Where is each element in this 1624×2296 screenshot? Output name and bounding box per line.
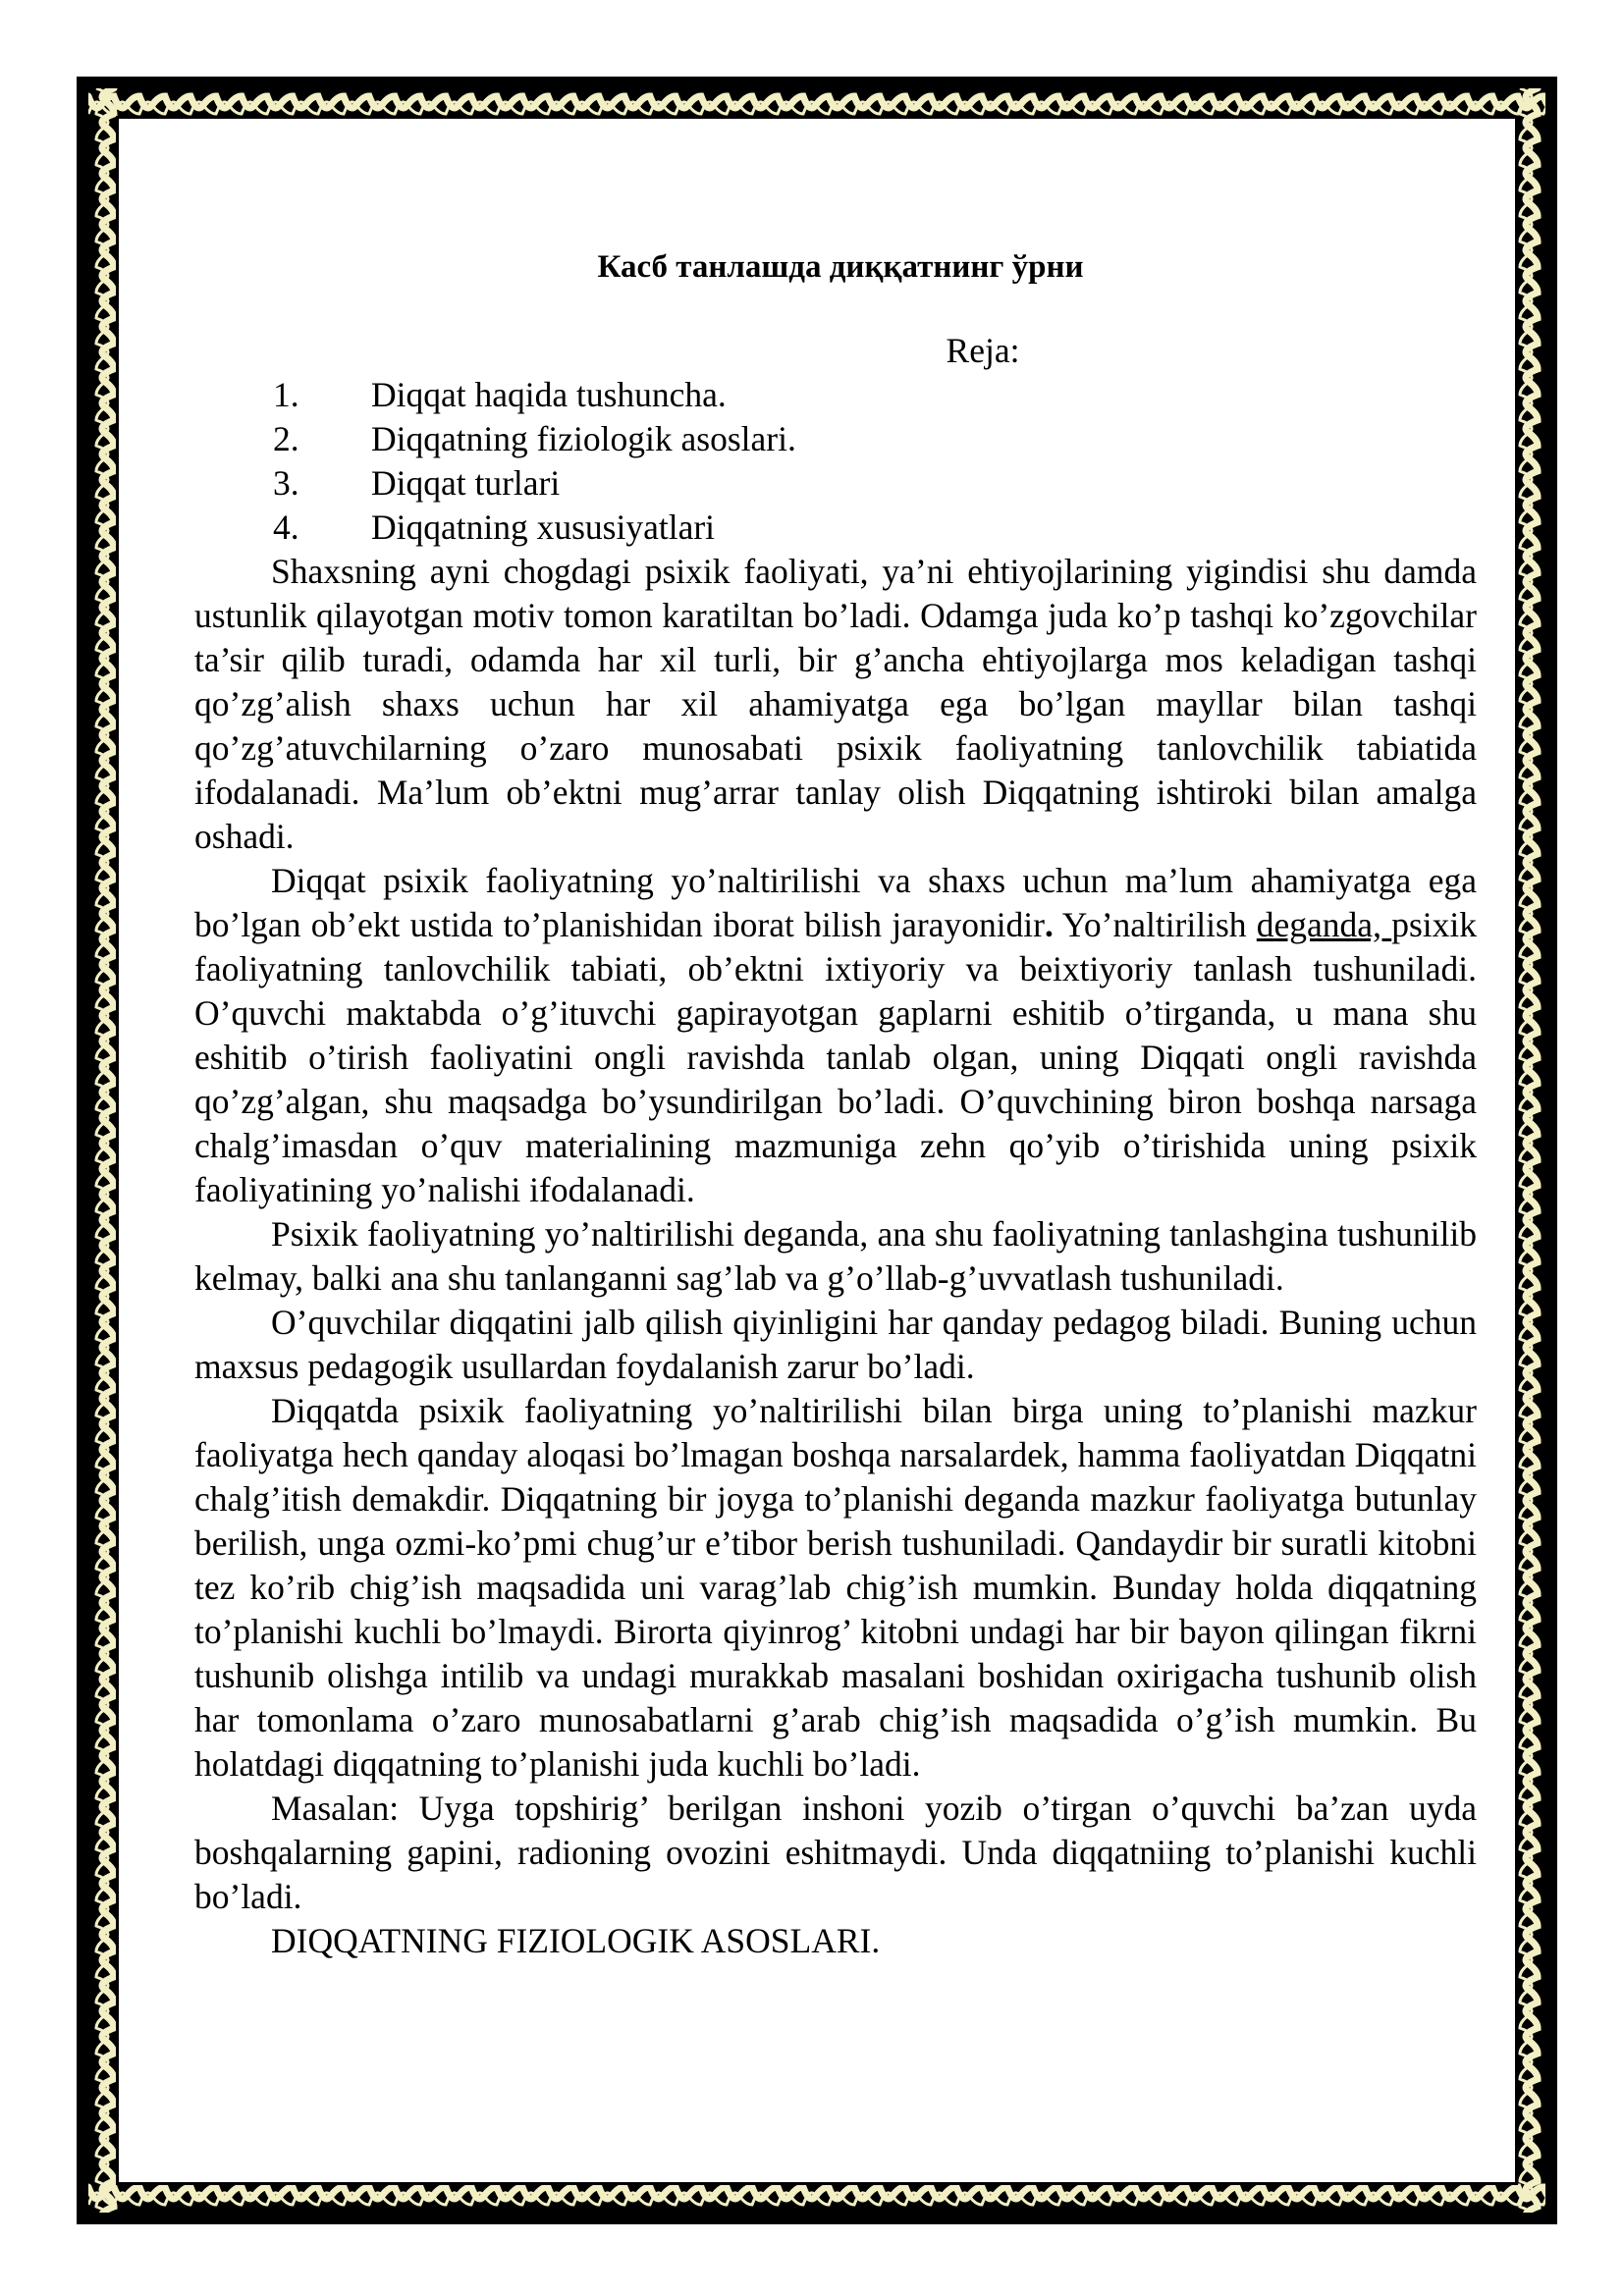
document-body	[194, 245, 1477, 1963]
plan-item-number: 2.	[273, 419, 299, 458]
plan-item-text: Diqqat haqida tushuncha.	[371, 375, 727, 414]
plan-item-number: 4.	[273, 507, 299, 547]
paragraph-3: Psixik faoliyatning yo’naltirilishi deganda, ana shu faoliyatning tanlashgina tushunilib kelmay, balki ana shu tanlanganni sag’lab va g’o’llab-g’uvvatlash tushuniladi.	[194, 1214, 1477, 1298]
plan-heading: Reja:	[946, 331, 1020, 370]
plan-item-number: 3.	[273, 463, 299, 503]
section-heading: DIQQATNING FIZIOLOGIK ASOSLARI.	[271, 1921, 881, 1960]
plan-item-number: 1.	[273, 375, 299, 414]
document-title: Касб танлашда диққатнинг ўрни	[597, 249, 1084, 285]
plan-item-text: Diqqatning fiziologik asoslari.	[371, 419, 796, 458]
paragraph-4: O’quvchilar diqqatini jalb qilish qiyinligini har qanday pedagog biladi. Buning uchun maxsus pedagogik usullardan foydalanish zarur bo’ladi.	[194, 1303, 1477, 1386]
paragraph-2-bold-dot: .	[1045, 905, 1054, 944]
paragraph-1: Shaxsning ayni chogdagi psixik faoliyati, ya’ni ehtiyojlarining yigindisi shu damda ustunlik qilayotgan motiv tomon karatiltan bo’ladi. Odamga juda ko’p tashqi ko’zgovchilar ta’sir qilib turadi, odamda har xil turli, bir g’ancha ehtiyojlarga mos keladigan tashqi qo’zg’alish shaxs uchun har xil ahamiyatga ega bo’lgan mayllar bilan tashqi qo’zg’atuvchilarning o’zaro munosabati psixik faoliyatning tanlovchilik tabiatida ifodalanadi. Ma’lum ob’ektni mug’arrar tanlay olish Diqqatning ishtiroki bilan amalga oshadi.	[194, 552, 1477, 856]
paragraph-2	[194, 859, 1477, 1212]
plan-item	[194, 506, 1477, 550]
plan-item	[194, 417, 1477, 461]
plan-item-text: Diqqatning xususiyatlari	[371, 507, 716, 547]
paragraph-2-underlined: deganda,	[1256, 905, 1392, 944]
paragraph-2-part3: psixik faoliyatning tanlovchilik tabiati, ob’ektni ixtiyoriy va beixtiyoriy tanlash tushuniladi. O’quvchi maktabda o’g’ituvchi gapirayotgan gaplarni eshitib o’tirganda, u mana shu eshitib o’tirish faoliyatini ongli ravishda tanlab olgan, uning Diqqati ongli ravishda qo’zg’algan, shu maqsadga bo’ysundirilgan bo’ladi. O’quvchining biron boshqa narsaga chalg’imasdan o’quv materialining mazmuniga zehn qo’yib o’tirishida uning psixik faoliyatining yo’nalishi ifodalanadi.	[194, 905, 1477, 1209]
paragraph-2-part2: Yo’naltirilish	[1053, 905, 1257, 944]
paragraph-5: Diqqatda psixik faoliyatning yo’naltirilishi bilan birga uning to’planishi mazkur faoliyatga hech qanday aloqasi bo’lmagan boshqa narsalardek, hamma faoliyatdan Diqqatni chalg’itish demakdir. Diqqatning bir joyga to’planishi deganda mazkur faoliyatga butunlay berilish, unga ozmi-ko’pmi chug’ur e’tibor berish tushuniladi. Qandaydir bir suratli kitobni tez ko’rib chig’ish maqsadida uni varag’lab chig’ish mumkin. Bunday holda diqqatning to’planishi kuchli bo’lmaydi. Birorta qiyinrog’ kitobni undagi har bir bayon qilingan fikrni tushunib olishga intilib va undagi murakkab masalani boshidan oxirigacha tushunib olish har tomonlama o’zaro munosabatlarni g’arab chig’ish maqsadida o’g’ish mumkin. Bu holatdagi diqqatning to’planishi juda kuchli bo’ladi.	[194, 1391, 1477, 1784]
plan-item	[194, 461, 1477, 506]
paragraph-6: Masalan: Uyga topshirig’ berilgan inshoni yozib o’tirgan o’quvchi ba’zan uyda boshqalarning gapini, radioning ovozini eshitmaydi. Unda diqqatniing to’planishi kuchli bo’ladi.	[194, 1789, 1477, 1916]
paragraph-2-part1: Diqqat psixik faoliyatning yo’naltirilishi va shaxs uchun ma’lum ahamiyatga ega bo’lgan ob’ekt ustida to’planishidan iborat bilish jarayonidir	[194, 861, 1477, 944]
plan-list	[194, 373, 1477, 550]
plan-item-text: Diqqat turlari	[371, 463, 561, 503]
plan-item	[194, 373, 1477, 417]
